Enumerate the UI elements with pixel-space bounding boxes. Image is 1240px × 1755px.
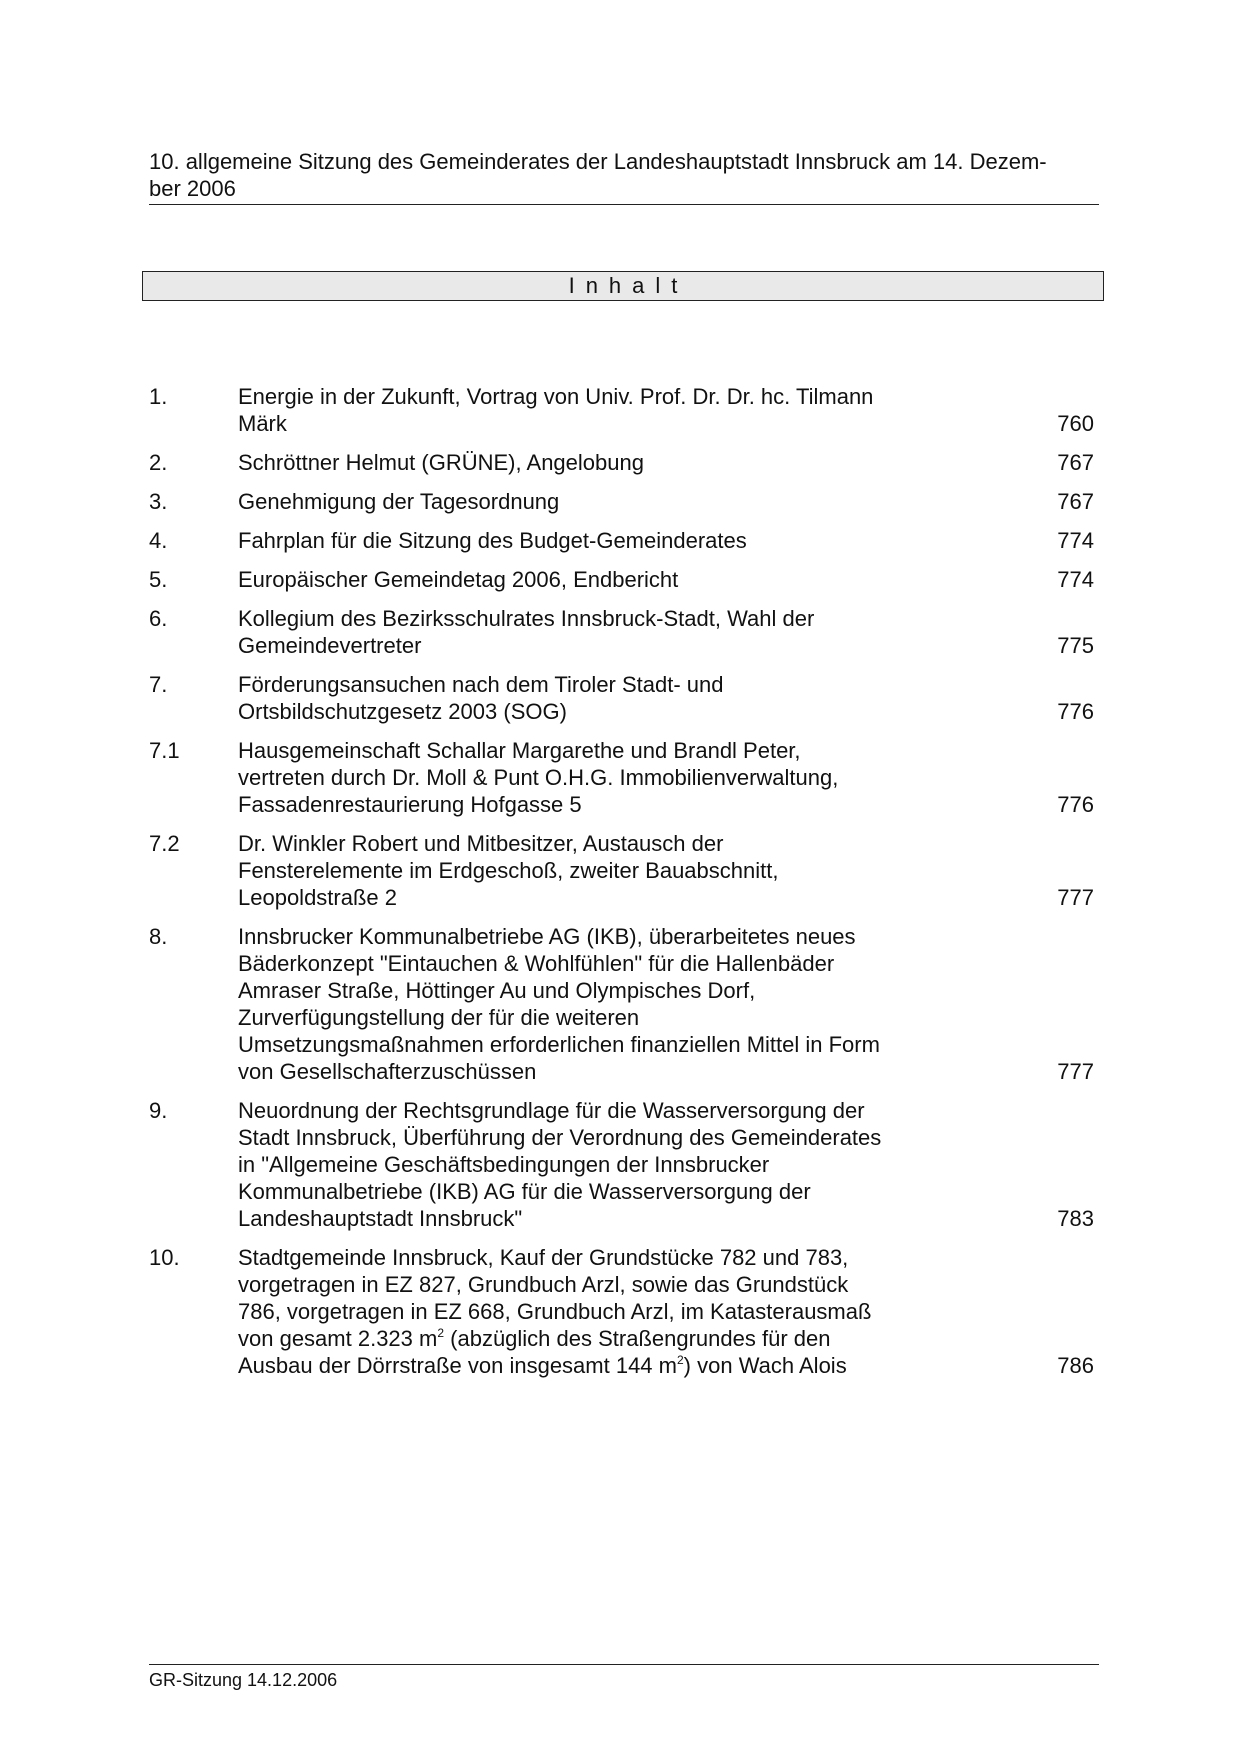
toc-entry-line: Landeshauptstadt Innsbruck" <box>238 1206 523 1231</box>
toc-entry-title <box>238 527 938 554</box>
toc-entry-line: Hausgemeinschaft Schallar Margarethe und Brandl Peter, <box>238 738 801 763</box>
toc-entry <box>149 566 1099 593</box>
header-line: ber 2006 <box>149 176 236 201</box>
toc-entry-page: 760 <box>1057 411 1094 436</box>
toc-entry-number: 7.1 <box>149 738 180 763</box>
toc-entry-line: Bäderkonzept "Eintauchen & Wohlfühlen" für die Hallenbäder <box>238 951 835 976</box>
toc-entry-line <box>238 1325 938 1352</box>
toc-entry-title <box>238 449 938 476</box>
toc-entry-page: 783 <box>1057 1206 1094 1231</box>
toc-entry-text: Ausbau der Dörrstraße von insgesamt 144 m <box>238 1353 677 1378</box>
toc-entry-line: in "Allgemeine Geschäftsbedingungen der Innsbrucker <box>238 1152 770 1177</box>
toc-entry-line: Dr. Winkler Robert und Mitbesitzer, Austausch der <box>238 831 724 856</box>
toc-entry-line: Ortsbildschutzgesetz 2003 (SOG) <box>238 699 567 724</box>
toc-entry-line: Stadtgemeinde Innsbruck, Kauf der Grundstücke 782 und 783, <box>238 1245 849 1270</box>
page-header <box>149 148 1099 205</box>
toc-entry <box>149 488 1099 515</box>
toc-entry-number: 10. <box>149 1245 180 1270</box>
toc-entry-number: 7. <box>149 672 168 697</box>
toc-entry-title <box>238 1244 938 1379</box>
toc-entry-page: 776 <box>1057 699 1094 724</box>
toc-entry <box>149 830 1099 911</box>
toc-entry-number: 3. <box>149 489 168 514</box>
header-line: 10. allgemeine Sitzung des Gemeinderates der Landeshauptstadt Innsbruck am 14. Dezem- <box>149 149 1047 174</box>
toc-entry-line: 786, vorgetragen in EZ 668, Grundbuch Arzl, im Katasterausmaß <box>238 1299 872 1324</box>
toc-entry-line: Märk <box>238 411 287 436</box>
toc-entry-line: Fassadenrestaurierung Hofgasse 5 <box>238 792 582 817</box>
toc-entry-line: Innsbrucker Kommunalbetriebe AG (IKB), überarbeitetes neues <box>238 924 856 949</box>
toc-entry-number: 4. <box>149 528 168 553</box>
toc-entry <box>149 527 1099 554</box>
toc-title: Inhalt <box>142 271 1104 301</box>
toc-entry <box>149 449 1099 476</box>
toc-entry-line: vorgetragen in EZ 827, Grundbuch Arzl, sowie das Grundstück <box>238 1272 849 1297</box>
toc-entry-text: von gesamt 2.323 m <box>238 1326 438 1351</box>
toc-entry <box>149 671 1099 725</box>
toc-entry-title <box>238 737 938 818</box>
superscript: 2 <box>437 1326 445 1340</box>
toc-entry-line: vertreten durch Dr. Moll & Punt O.H.G. Immobilienverwaltung, <box>238 765 839 790</box>
toc-entry <box>149 737 1099 818</box>
toc-entry <box>149 1097 1099 1232</box>
toc-entry-line: Zurverfügungstellung der für die weiteren <box>238 1005 640 1030</box>
toc-entry-line: Neuordnung der Rechtsgrundlage für die Wasserversorgung der <box>238 1098 865 1123</box>
toc-entry-line: Fahrplan für die Sitzung des Budget-Gemeinderates <box>238 528 747 553</box>
toc-entry-title <box>238 923 938 1085</box>
toc-entry-title <box>238 383 938 437</box>
toc-entry-page: 774 <box>1057 567 1094 592</box>
toc-entry-page: 777 <box>1057 1059 1094 1084</box>
page-footer: GR-Sitzung 14.12.2006 <box>149 1664 1099 1691</box>
table-of-contents <box>149 383 1099 1391</box>
toc-entry-number: 1. <box>149 384 168 409</box>
toc-entry-number: 6. <box>149 606 168 631</box>
toc-entry-title <box>238 830 938 911</box>
toc-entry <box>149 605 1099 659</box>
superscript: 2 <box>676 1353 684 1367</box>
toc-entry-title <box>238 488 938 515</box>
toc-entry-number: 5. <box>149 567 168 592</box>
toc-entry-page: 774 <box>1057 528 1094 553</box>
toc-entry-line: Genehmigung der Tagesordnung <box>238 489 560 514</box>
toc-entry-text: ) von Wach Alois <box>683 1353 847 1378</box>
toc-entry-line: Schröttner Helmut (GRÜNE), Angelobung <box>238 450 644 475</box>
toc-entry-title <box>238 1097 938 1232</box>
toc-entry <box>149 923 1099 1085</box>
toc-entry <box>149 383 1099 437</box>
toc-entry-page: 786 <box>1057 1353 1094 1378</box>
toc-entry-line: Förderungsansuchen nach dem Tiroler Stadt- und <box>238 672 724 697</box>
toc-entry-line: Stadt Innsbruck, Überführung der Verordnung des Gemeinderates <box>238 1125 882 1150</box>
toc-entry-number: 7.2 <box>149 831 180 856</box>
toc-entry-number: 8. <box>149 924 168 949</box>
toc-entry-line: Europäischer Gemeindetag 2006, Endbericht <box>238 567 679 592</box>
toc-entry <box>149 1244 1099 1379</box>
toc-entry-page: 767 <box>1057 489 1094 514</box>
toc-entry-page: 775 <box>1057 633 1094 658</box>
toc-entry-line: Kollegium des Bezirksschulrates Innsbruck-Stadt, Wahl der <box>238 606 815 631</box>
toc-entry-number: 2. <box>149 450 168 475</box>
toc-entry-text: (abzüglich des Straßengrundes für den <box>444 1326 831 1351</box>
toc-entry-title <box>238 566 938 593</box>
toc-entry-line: Fensterelemente im Erdgeschoß, zweiter Bauabschnitt, <box>238 858 779 883</box>
toc-entry-line <box>238 1352 938 1379</box>
toc-entry-line: Kommunalbetriebe (IKB) AG für die Wasserversorgung der <box>238 1179 811 1204</box>
toc-entry-line: von Gesellschafterzuschüssen <box>238 1059 537 1084</box>
toc-entry-line: Leopoldstraße 2 <box>238 885 397 910</box>
toc-entry-line: Amraser Straße, Höttinger Au und Olympisches Dorf, <box>238 978 756 1003</box>
toc-entry-page: 767 <box>1057 450 1094 475</box>
toc-entry-line: Energie in der Zukunft, Vortrag von Univ. Prof. Dr. Dr. hc. Tilmann <box>238 384 874 409</box>
toc-entry-line: Gemeindevertreter <box>238 633 422 658</box>
toc-entry-number: 9. <box>149 1098 168 1123</box>
toc-entry-title <box>238 605 938 659</box>
toc-entry-title <box>238 671 938 725</box>
toc-entry-line: Umsetzungsmaßnahmen erforderlichen finanziellen Mittel in Form <box>238 1032 880 1057</box>
toc-entry-page: 776 <box>1057 792 1094 817</box>
toc-entry-page: 777 <box>1057 885 1094 910</box>
